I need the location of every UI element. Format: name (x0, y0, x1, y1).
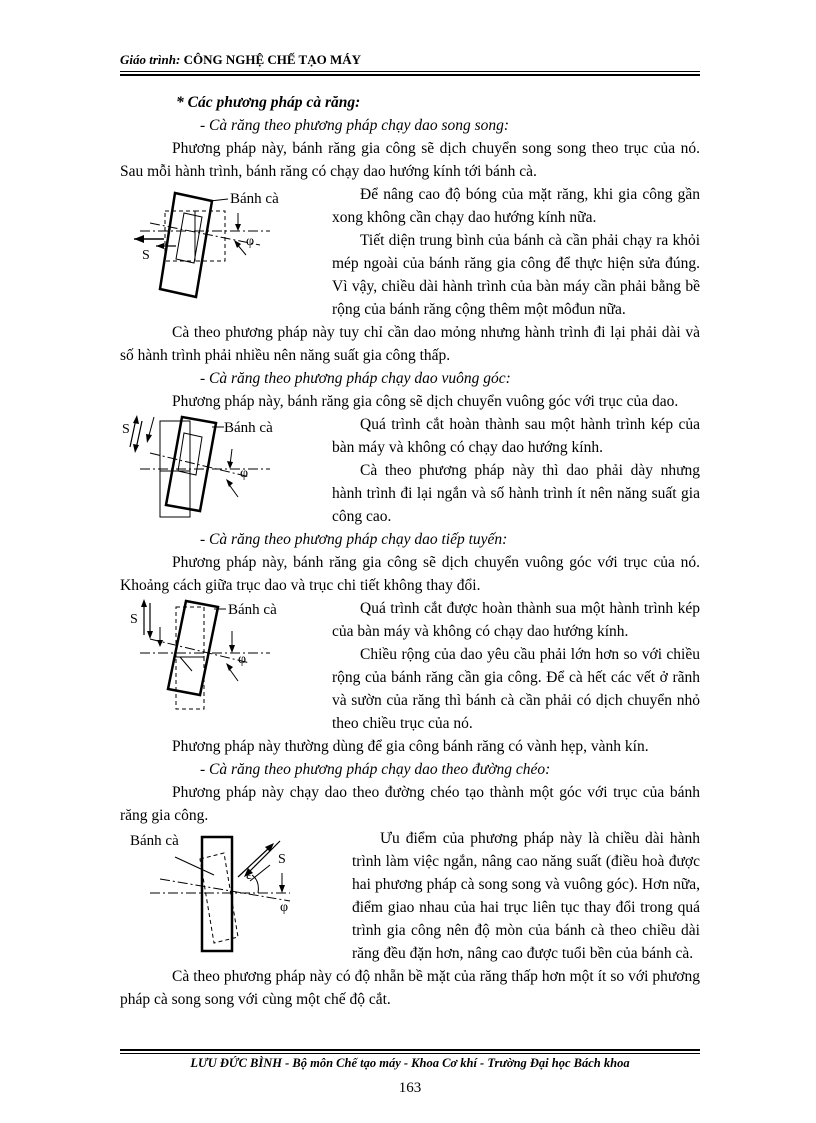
figure-tangential-feed (120, 597, 320, 715)
section-heading: * Các phương pháp cà răng: (176, 94, 361, 111)
section2-paragraph-1: Phương pháp này, bánh răng gia công sẽ dịch chuyển vuông góc với trục của dao. (172, 393, 679, 410)
section4-paragraph-2: Cà theo phương pháp này có độ nhẵn bề mặt của răng thấp hơn một ít so với phương pháp cà song song với cùng một chế độ cắt. (120, 968, 700, 1008)
section1-paragraph-2: Cà theo phương pháp này tuy chỉ cần dao mỏng nhưng hành trình đi lại phải dài và số hành trình phải nhiều nên năng suất gia công thấp. (120, 324, 700, 364)
footer-rule (120, 1049, 700, 1054)
figure-parallel-feed (120, 183, 320, 311)
fig3-label: Bánh cà (228, 602, 277, 618)
section1-right-text-1: Để nâng cao độ bóng của mặt răng, khi gia công gần xong không cần chạy dao hướng kính nữa. (332, 186, 700, 226)
main-content (120, 91, 700, 1011)
header-title: CÔNG NGHỆ CHẾ TẠO MÁY (183, 52, 362, 67)
fig4-label: Bánh cà (130, 833, 179, 849)
figure-diagonal-feed (120, 827, 340, 957)
section2-subtitle: - Cà răng theo phương pháp chạy dao vuông góc: (200, 370, 511, 387)
section2-right-text-2: Cà theo phương pháp này thì dao phải dày nhưng hành trình đi lại ngắn và số hành trình ít nên năng suất gia công cao. (332, 462, 700, 525)
section3-right-text-1: Quá trình cắt được hoàn thành sua một hành trình kép của bàn máy và không có chạy dao hướng kính. (332, 600, 700, 640)
section2-right-text-1: Quá trình cắt hoàn thành sau một hành trình kép của bàn máy và không có chạy dao hướng kính. (332, 416, 700, 456)
fig3-s-label: S (130, 612, 138, 627)
header-course: Giáo trình: (120, 52, 181, 67)
section1-figure-block (120, 183, 700, 321)
fig4-s-label: S (278, 852, 286, 867)
footer-text: LƯU ĐỨC BÌNH - Bộ môn Chế tạo máy - Khoa Cơ khí - Trường Đại học Bách khoa (190, 1056, 630, 1070)
fig1-label: Bánh cà (230, 191, 279, 207)
section2-figure-block (120, 413, 700, 528)
fig4-eps-label: ε (246, 868, 252, 883)
section1-right-text-2: Tiết diện trung bình của bánh cà cần phải chạy ra khỏi mép ngoài của bánh răng gia công để thực hiện sửa đúng. Vì vậy, chiều dài hành trình của bàn máy cần phải bằng bề rộng của bánh răng cộng thêm một môđun nữa. (332, 232, 700, 318)
fig1-s-label: S (142, 248, 150, 263)
fig3-phi-label: φ (238, 652, 247, 667)
section3-right-text-2: Chiều rộng của dao yêu cầu phải lớn hơn so với chiều rộng của bánh răng cần gia công. Để cà hết các vết ở rãnh và sườn của răng thì bánh cà cần phải có dịch chuyển nhỏ theo chiều trục của nó. (332, 646, 700, 732)
fig2-s-label: S (122, 422, 130, 437)
section4-subtitle: - Cà răng theo phương pháp chạy dao theo đường chéo: (200, 761, 551, 778)
fig4-phi-label: φ (280, 900, 289, 915)
section3-paragraph-2: Phương pháp này thường dùng để gia công bánh răng có vành hẹp, vành kín. (172, 738, 649, 755)
header-rule (120, 71, 700, 76)
fig2-phi-label: φ (240, 466, 249, 481)
section3-paragraph-1: Phương pháp này, bánh răng gia công sẽ dịch chuyển vuông góc với trục của nó. Khoảng cách giữa trục dao và trục chi tiết không thay đổi. (120, 554, 700, 594)
fig1-phi-label: φ (246, 234, 255, 249)
section4-right-text-1: Ưu điểm của phương pháp này là chiều dài hành trình làm việc ngắn, nâng cao năng suất (điều hoà được hai phương pháp cà song song và vuông góc). Hơn nữa, điểm giao nhau của hai trục liên tục thay đổi trong quá trình gia công nên độ mòn của bánh cà theo chiều dài răng đều đặn hơn, nâng cao được tuổi bền của bánh cà. (352, 830, 700, 962)
section3-subtitle: - Cà răng theo phương pháp chạy dao tiếp tuyến: (200, 531, 508, 548)
fig2-label: Bánh cà (224, 420, 273, 436)
section1-paragraph-1: Phương pháp này, bánh răng gia công sẽ dịch chuyển song song theo trục của nó. Sau mỗi hành trình, bánh răng có chạy dao hướng kính tới bánh cà. (120, 140, 700, 180)
section1-subtitle: - Cà răng theo phương pháp chạy dao song song: (200, 117, 510, 134)
figure-perpendicular-feed (120, 413, 320, 525)
page-number: 163 (398, 1080, 422, 1096)
section4-figure-block (120, 827, 700, 965)
section4-paragraph-1: Phương pháp này chạy dao theo đường chéo tạo thành một góc với trục của bánh răng gia công. (120, 784, 700, 824)
page-header (120, 52, 700, 68)
section3-figure-block (120, 597, 700, 735)
